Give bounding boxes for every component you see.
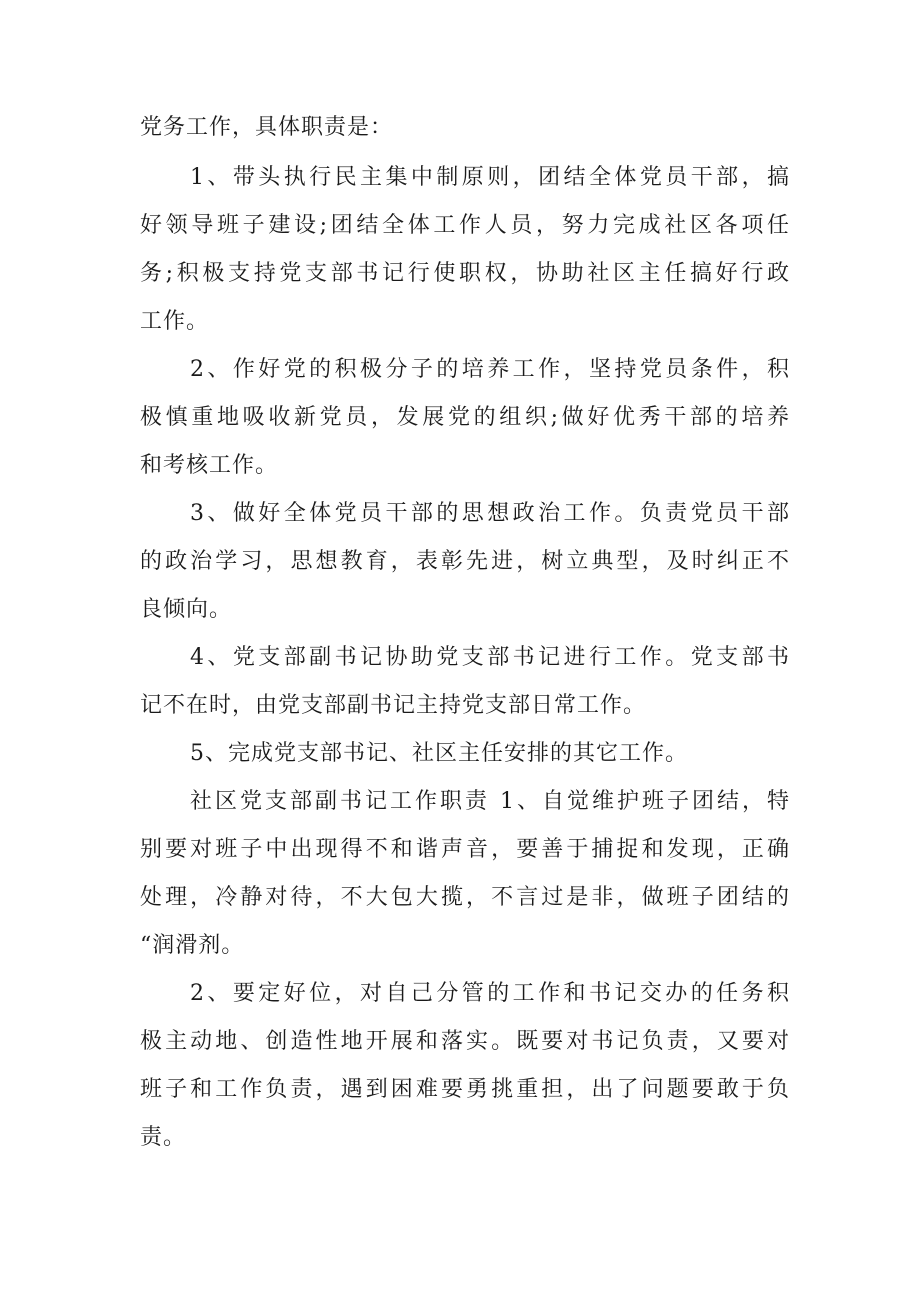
text-line: 良倾向。 <box>140 597 233 622</box>
text-line: 的政治学习，思想教育，表彰先进，树立典型，及时纠正不 <box>140 549 790 574</box>
text-line: 务;积极支持党支部书记行使职权，协助社区主任搞好行政 <box>140 261 790 286</box>
text-line: 工作。 <box>140 309 210 334</box>
text-line: “润滑剂。 <box>140 933 245 958</box>
text-line: 4、党支部副书记协助党支部书记进行工作。党支部书 <box>190 645 790 670</box>
text-line: 处理，冷静对待，不大包大揽，不言过是非，做班子团结的 <box>140 885 790 910</box>
text-line: 别要对班子中出现得不和谐声音，要善于捕捉和发现，正确 <box>140 837 790 862</box>
text-line: 党务工作，具体职责是： <box>140 115 394 140</box>
text-line: 记不在时，由党支部副书记主持党支部日常工作。 <box>140 693 647 718</box>
text-line: 责。 <box>140 1125 187 1150</box>
text-line: 社区党支部副书记工作职责 1、自觉维护班子团结，特 <box>190 789 790 814</box>
text-line: 好领导班子建设;团结全体工作人员，努力完成社区各项任 <box>140 213 790 238</box>
text-line: 3、做好全体党员干部的思想政治工作。负责党员干部 <box>190 501 790 526</box>
text-line: 2、作好党的积极分子的培养工作，坚持党员条件，积 <box>190 357 790 382</box>
text-line: 极主动地、创造性地开展和落实。既要对书记负责，又要对 <box>140 1029 790 1054</box>
text-line: 班子和工作负责，遇到困难要勇挑重担，出了问题要敢于负 <box>140 1077 790 1102</box>
text-line: 和考核工作。 <box>140 453 279 478</box>
text-line: 2、要定好位，对自己分管的工作和书记交办的任务积 <box>190 981 790 1006</box>
text-line: 1、带头执行民主集中制原则，团结全体党员干部，搞 <box>190 165 790 190</box>
text-line: 极慎重地吸收新党员，发展党的组织;做好优秀干部的培养 <box>140 405 790 430</box>
text-line: 5、完成党支部书记、社区主任安排的其它工作。 <box>190 741 688 766</box>
